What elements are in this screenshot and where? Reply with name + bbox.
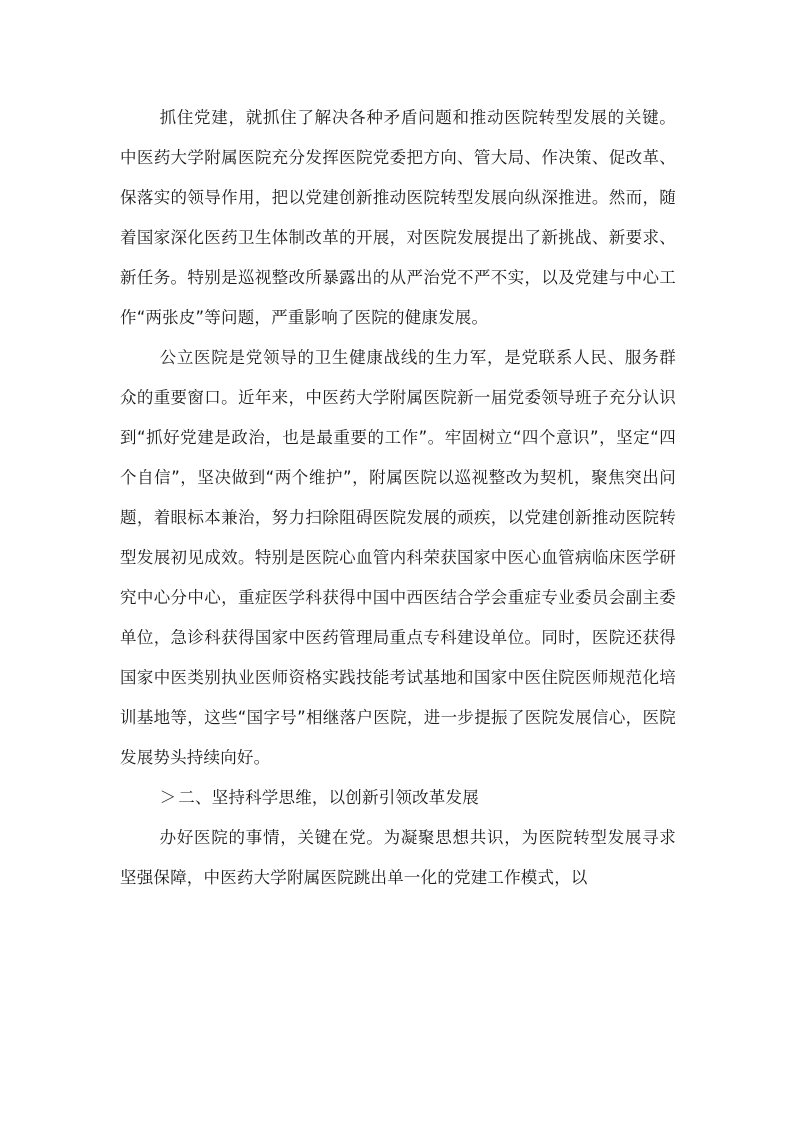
paragraph-2: 公立医院是党领导的卫生健康战线的生力军，是党联系人民、服务群众的重要窗口。近年来，中医药大学附属医院新一届党委领导班子充分认识到“抓好党建是政治，也是最重要的工作”。牢固树立“四个意识”，坚定“四个自信”，坚决做到“两个维护”，附属医院以巡视整改为契机，聚焦突出问题，着眼标本兼治，努力扫除阻碍医院发展的顽疾，以党建创新推动医院转型发展初见成效。特别是医院心血管内科荣获国家中医心血管病临床医学研究中心分中心，重症医学科获得中国中西医结合学会重症专业委员会副主委单位，急诊科获得国家中医药管理局重点专科建设单位。同时，医院还获得国家中医类别执业医师资格实践技能考试基地和国家中医住院医师规范化培训基地等，这些“国字号”相继落户医院，进一步提振了医院发展信心，医院发展势头持续向好。 xyxy=(120,348,676,767)
document-body xyxy=(120,98,676,898)
paragraph-1: 抓住党建，就抓住了解决各种矛盾问题和推动医院转型发展的关键。中医药大学附属医院充分发挥医院党委把方向、管大局、作决策、促改革、保落实的领导作用，把以党建创新推动医院转型发展向纵深推进。然而，随着国家深化医药卫生体制改革的开展，对医院发展提出了新挑战、新要求、新任务。特别是巡视整改所暴露出的从严治党不严不实，以及党建与中心工作“两张皮”等问题，严重影响了医院的健康发展。 xyxy=(120,108,676,327)
section-heading-text: 二、坚持科学思维，以创新引领改革发展 xyxy=(178,788,479,807)
section-heading xyxy=(120,778,676,818)
heading-marker: ＞ xyxy=(159,788,177,807)
paragraph-3: 办好医院的事情，关键在党。为凝聚思想共识，为医院转型发展寻求坚强保障，中医药大学附属医院跳出单一化的党建工作模式，以 xyxy=(120,828,676,887)
